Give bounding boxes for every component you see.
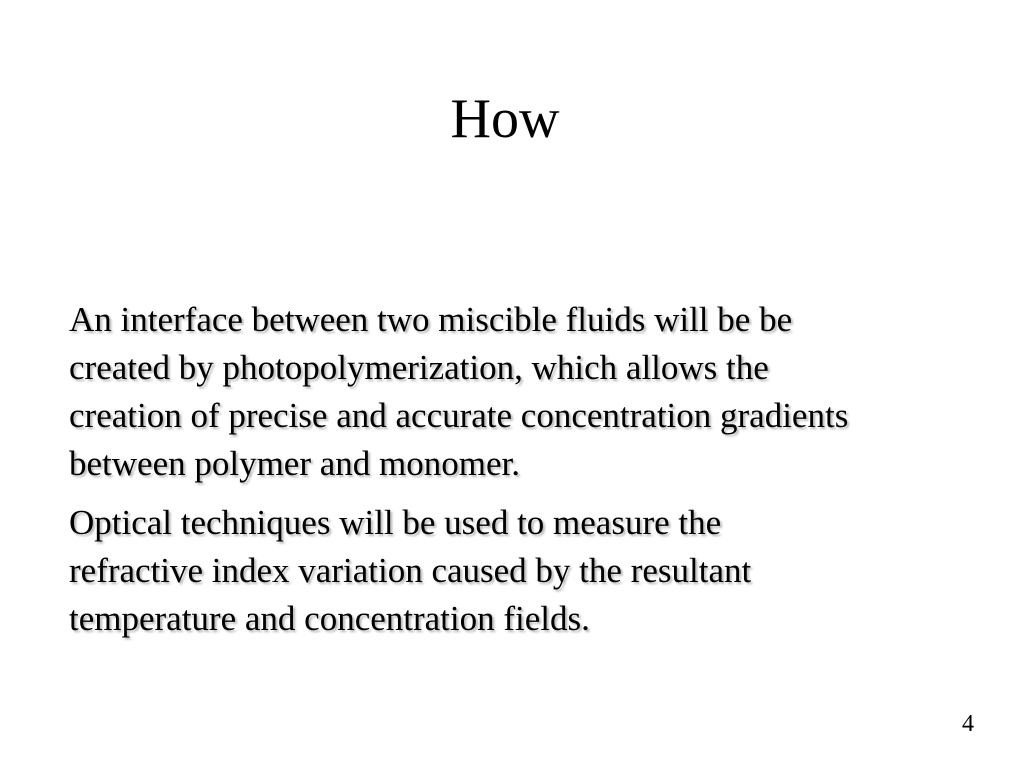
paragraph-line: created by photopolymerization, which allows the — [69, 348, 769, 387]
paragraph-line: creation of precise and accurate concentration gradients — [69, 396, 849, 435]
slide-number: 4 — [962, 711, 974, 737]
slide-title: How — [450, 88, 560, 150]
paragraph-line: between polymer and monomer. — [69, 444, 520, 483]
paragraph-line: Optical techniques will be used to measure the — [69, 503, 722, 542]
slide-body — [69, 296, 989, 654]
paragraph-optical — [69, 499, 989, 643]
paragraph-line: An interface between two miscible fluids will be be — [69, 300, 793, 339]
paragraph-interface — [69, 296, 989, 488]
paragraph-line: refractive index variation caused by the resultant — [69, 551, 752, 590]
paragraph-line: temperature and concentration fields. — [69, 599, 590, 638]
